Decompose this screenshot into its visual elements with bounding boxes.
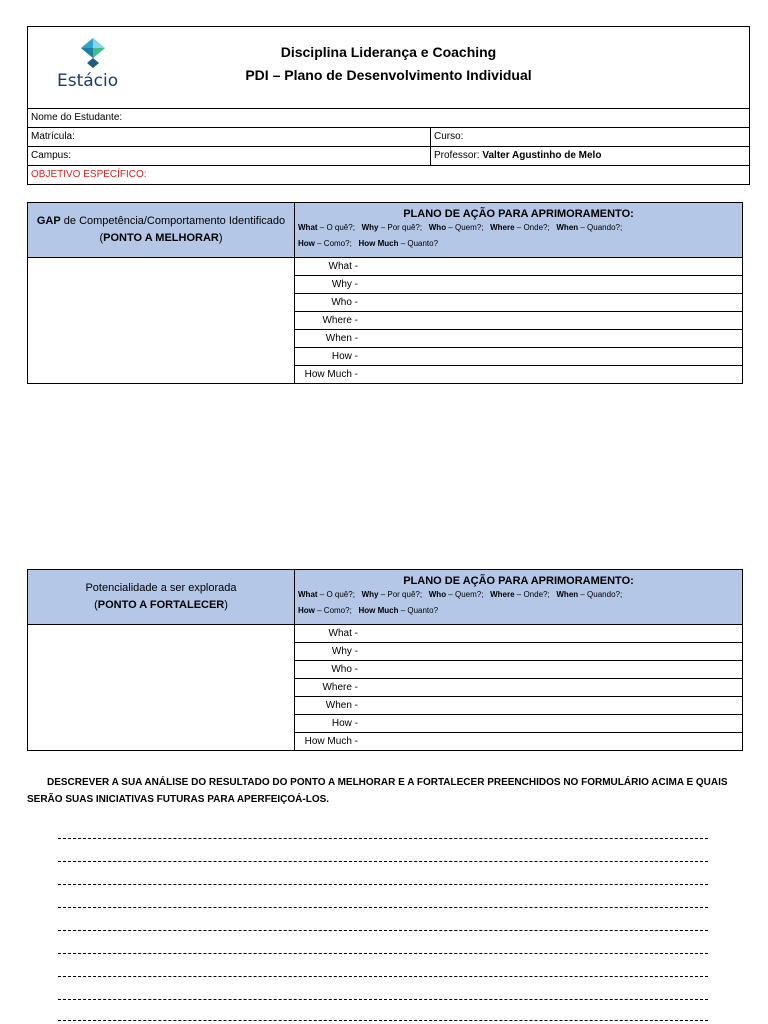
improve-point-cell[interactable] bbox=[28, 258, 295, 384]
who-field[interactable] bbox=[362, 661, 743, 679]
logo-text: Estácio bbox=[57, 71, 119, 91]
how-field[interactable] bbox=[362, 348, 743, 366]
when-field[interactable] bbox=[362, 330, 743, 348]
professor-name: Valter Agustinho de Melo bbox=[482, 150, 602, 161]
gap-header: GAP de Competência/Comportamento Identificado (PONTO A MELHORAR) bbox=[28, 203, 295, 258]
plan-strengthen-table bbox=[27, 569, 743, 751]
answer-line[interactable] bbox=[58, 976, 708, 977]
strengthen-point-cell[interactable] bbox=[28, 625, 295, 751]
where-label: Where - bbox=[295, 679, 363, 697]
how-label: How - bbox=[295, 715, 363, 733]
answer-line[interactable] bbox=[58, 884, 708, 885]
why-field[interactable] bbox=[362, 643, 743, 661]
title-area bbox=[28, 27, 749, 109]
campus-field[interactable]: Campus: bbox=[28, 147, 431, 165]
objective-field[interactable]: OBJETIVO ESPECÍFICO: bbox=[31, 169, 147, 180]
where-field[interactable] bbox=[362, 679, 743, 697]
where-field[interactable] bbox=[362, 312, 743, 330]
objective-row bbox=[28, 166, 749, 184]
potential-text: Potencialidade a ser explorada bbox=[85, 582, 237, 594]
what-label: What - bbox=[295, 258, 363, 276]
answer-line[interactable] bbox=[58, 1020, 708, 1021]
gap-bold: GAP bbox=[36, 215, 61, 227]
how-much-label: How Much - bbox=[295, 366, 363, 384]
how-much-label: How Much - bbox=[295, 733, 363, 751]
campus-row bbox=[28, 147, 749, 166]
when-label: When - bbox=[295, 697, 363, 715]
answer-line[interactable] bbox=[58, 907, 708, 908]
where-label: Where - bbox=[295, 312, 363, 330]
student-row bbox=[28, 109, 749, 128]
action-plan-header-2 bbox=[295, 570, 743, 625]
how-much-field[interactable] bbox=[362, 733, 743, 751]
analysis-instructions: DESCREVER A SUA ANÁLISE DO RESULTADO DO PONTO A MELHORAR E A FORTALECER PREENCHIDOS NO FORMULÁRIO ACIMA E QUAIS SERÃO SUAS INICIATIVAS FUTURAS PARA APERFEIÇOÁ-LOS. bbox=[27, 777, 728, 805]
answer-line[interactable] bbox=[58, 838, 708, 839]
when-label: When - bbox=[295, 330, 363, 348]
registration-field[interactable]: Matrícula: bbox=[28, 128, 431, 146]
form-header bbox=[27, 26, 750, 185]
discipline-title: Disciplina Liderança e Coaching bbox=[280, 44, 497, 60]
registration-row bbox=[28, 128, 749, 147]
how-much-field[interactable] bbox=[362, 366, 743, 384]
gap-text: de Competência/Comportamento Identificado bbox=[60, 215, 286, 227]
strengthen-label: PONTO A FORTALECER bbox=[97, 599, 225, 611]
legend-line-2: How – Como?; How Much – Quanto? bbox=[298, 239, 439, 248]
what-label: What - bbox=[295, 625, 363, 643]
action-plan-title-2: PLANO DE AÇÃO PARA APRIMORAMENTO: bbox=[403, 575, 634, 587]
what-field[interactable] bbox=[362, 258, 743, 276]
answer-line[interactable] bbox=[58, 999, 708, 1000]
potential-header: Potencialidade a ser explorada (PONTO A FORTALECER) bbox=[28, 570, 295, 625]
professor-label: Professor: bbox=[434, 150, 480, 161]
what-field[interactable] bbox=[362, 625, 743, 643]
how-field[interactable] bbox=[362, 715, 743, 733]
student-name-field[interactable]: Nome do Estudante: bbox=[31, 112, 123, 123]
legend-line-2: How – Como?; How Much – Quanto? bbox=[298, 606, 439, 615]
legend-line-1: What – O quê?; Why – Por quê?; Who – Quem?; Where – Onde?; When – Quando?; bbox=[298, 590, 623, 599]
who-label: Who - bbox=[295, 294, 363, 312]
answer-line[interactable] bbox=[58, 861, 708, 862]
pdi-title: PDI – Plano de Desenvolvimento Individual bbox=[245, 67, 532, 83]
legend-line-1: What – O quê?; Why – Por quê?; Who – Quem?; Where – Onde?; When – Quando?; bbox=[298, 223, 623, 232]
who-field[interactable] bbox=[362, 294, 743, 312]
plan-improve-table bbox=[27, 202, 743, 384]
professor-field bbox=[431, 147, 601, 165]
why-label: Why - bbox=[295, 643, 363, 661]
answer-line[interactable] bbox=[58, 930, 708, 931]
answer-line[interactable] bbox=[58, 953, 708, 954]
when-field[interactable] bbox=[362, 697, 743, 715]
why-field[interactable] bbox=[362, 276, 743, 294]
why-label: Why - bbox=[295, 276, 363, 294]
course-field[interactable]: Curso: bbox=[434, 131, 464, 142]
who-label: Who - bbox=[295, 661, 363, 679]
action-plan-title-1: PLANO DE AÇÃO PARA APRIMORAMENTO: bbox=[403, 208, 634, 220]
how-label: How - bbox=[295, 348, 363, 366]
improve-label: PONTO A MELHORAR bbox=[103, 232, 219, 244]
action-plan-header-1 bbox=[295, 203, 743, 258]
